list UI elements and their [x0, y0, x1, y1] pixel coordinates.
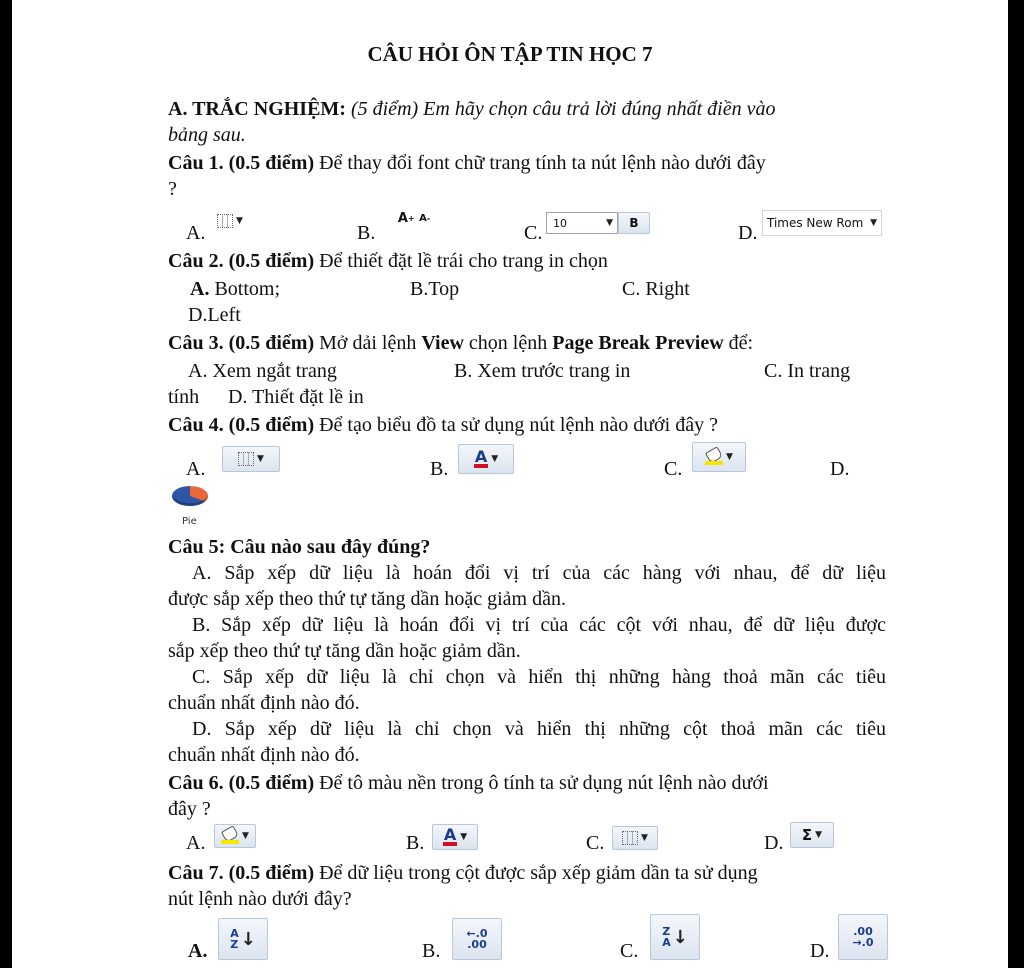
question-6-text-cont: đây ?	[168, 798, 211, 820]
q1-option-a: A.	[186, 222, 206, 244]
q6-autosum-icon: Σ ▼	[790, 822, 834, 848]
q1-font-name-box	[762, 210, 882, 236]
q2-option-a: A. Bottom;	[190, 278, 281, 300]
q7-option-a: A.	[188, 940, 208, 962]
question-7: Câu 7. (0.5 điểm) Để dữ liệu trong cột được sắp xếp giảm dần ta sử dụng	[168, 862, 758, 884]
q4-option-a: A.	[186, 458, 206, 480]
question-2	[168, 248, 888, 274]
q6-fill-color-icon: ▼	[214, 824, 256, 848]
question-1-text-cont: ?	[168, 178, 177, 200]
question-7-text-cont: nút lệnh nào dưới đây?	[168, 888, 352, 910]
q2-option-d: D.Left	[188, 304, 241, 326]
q7-increase-decimal-icon: .00 →.0	[838, 914, 888, 960]
question-6: Câu 6. (0.5 điểm) Để tô màu nền trong ô tính ta sử dụng nút lệnh nào dưới	[168, 772, 769, 794]
q4-font-color-icon: A ▼	[458, 444, 514, 474]
q3-option-b: B. Xem trước trang in	[454, 360, 631, 382]
q5-option-d-cont: chuẩn nhất định nào đó.	[168, 744, 360, 766]
section-instruction: (5 điểm) Em hãy chọn câu trả lời đúng nhất điền vào	[350, 98, 776, 120]
q5-option-a-cont: được sắp xếp theo thứ tự tăng dần hoặc giảm dần.	[168, 588, 566, 610]
section-instruction-cont: bảng sau.	[168, 124, 246, 146]
q4-fill-color-icon: ▼	[692, 442, 746, 472]
q1-font-size-grow-shrink-icon: A + A -	[397, 210, 431, 226]
q4-option-c: C.	[664, 458, 683, 480]
q4-option-d: D.	[830, 458, 850, 480]
q4-pie-chart-icon	[170, 484, 210, 508]
q3-option-c: C. In trang	[764, 360, 851, 382]
q3-option-a: A. Xem ngắt trang	[188, 360, 337, 382]
q3-option-c-cont: tính	[168, 386, 200, 408]
page-title: CÂU HỎI ÔN TẬP TIN HỌC 7	[367, 42, 653, 66]
question-1-text: Để thay đổi font chữ trang tính ta nút lệnh nào dưới đây	[319, 152, 766, 174]
section-label: A. TRẮC NGHIỆM:	[168, 98, 346, 120]
q7-option-b: B.	[422, 940, 441, 962]
q1-option-b: B.	[357, 222, 376, 244]
question-5-label: Câu 5: Câu nào sau đây đúng?	[168, 536, 431, 558]
section-heading-line	[168, 96, 888, 122]
q4-option-b: B.	[430, 458, 449, 480]
q5-option-b: B. Sắp xếp dữ liệu là hoán đổi vị trí của các cột với nhau, để dữ liệu được	[192, 614, 886, 636]
q7-sort-descending-icon: Z A ↓	[650, 914, 700, 960]
document-page	[12, 0, 1008, 968]
q7-decrease-decimal-icon: ←.0 .00	[452, 918, 502, 960]
q2-option-b: B.Top	[410, 278, 460, 300]
q1-font-name-value: Times New Rom	[767, 216, 864, 230]
question-7-label: Câu 7. (0.5 điểm)	[168, 862, 315, 884]
chevron-down-icon: ▼	[606, 218, 613, 228]
question-3-label: Câu 3. (0.5 điểm)	[168, 332, 315, 354]
q6-option-c: C.	[586, 832, 605, 854]
q3-option-d: D. Thiết đặt lề in	[228, 386, 364, 408]
q5-option-c-cont: chuẩn nhất định nào đó.	[168, 692, 360, 714]
q1-option-c: C.	[524, 222, 543, 244]
q1-font-size-box	[546, 212, 618, 234]
q2-option-c: C. Right	[622, 278, 690, 300]
q5-option-c: C. Sắp xếp dữ liệu là chỉ chọn và hiển thị những hàng thoả mãn các tiêu	[192, 666, 886, 688]
question-1-label: Câu 1. (0.5 điểm)	[168, 152, 315, 174]
q4-borders-icon: ▼	[222, 446, 280, 472]
q5-option-a: A. Sắp xếp dữ liệu là hoán đổi vị trí của các hàng với nhau, để dữ liệu	[192, 562, 886, 584]
q6-option-d: D.	[764, 832, 784, 854]
question-2-label: Câu 2. (0.5 điểm)	[168, 250, 315, 272]
q5-option-d: D. Sắp xếp dữ liệu là chỉ chọn và hiển thị những cột thoả mãn các tiêu	[192, 718, 886, 740]
q6-borders-icon: ▼	[612, 826, 658, 850]
q6-font-color-icon: A ▼	[432, 824, 478, 850]
question-2-text: Để thiết đặt lề trái cho trang in chọn	[319, 250, 608, 272]
q7-option-c: C.	[620, 940, 639, 962]
question-3: Câu 3. (0.5 điểm) Mở dải lệnh View chọn lệnh Page Break Preview để:	[168, 332, 754, 354]
question-1	[168, 150, 888, 176]
question-4: Câu 4. (0.5 điểm) Để tạo biểu đồ ta sử dụng nút lệnh nào dưới đây ?	[168, 414, 718, 436]
q7-option-d: D.	[810, 940, 830, 962]
q1-bold-button-icon: B	[618, 212, 650, 234]
q5-option-b-cont: sắp xếp theo thứ tự tăng dần hoặc giảm dần.	[168, 640, 521, 662]
q4-pie-label: Pie	[182, 516, 197, 527]
chevron-down-icon: ▼	[870, 218, 877, 228]
question-4-label: Câu 4. (0.5 điểm)	[168, 414, 315, 436]
q7-sort-ascending-icon: A Z ↓	[218, 918, 268, 960]
q1-font-size-value: 10	[553, 216, 567, 230]
q1-borders-icon: ▼	[210, 210, 250, 232]
q1-option-d: D.	[738, 222, 758, 244]
q6-option-b: B.	[406, 832, 425, 854]
question-6-label: Câu 6. (0.5 điểm)	[168, 772, 315, 794]
q6-option-a: A.	[186, 832, 206, 854]
